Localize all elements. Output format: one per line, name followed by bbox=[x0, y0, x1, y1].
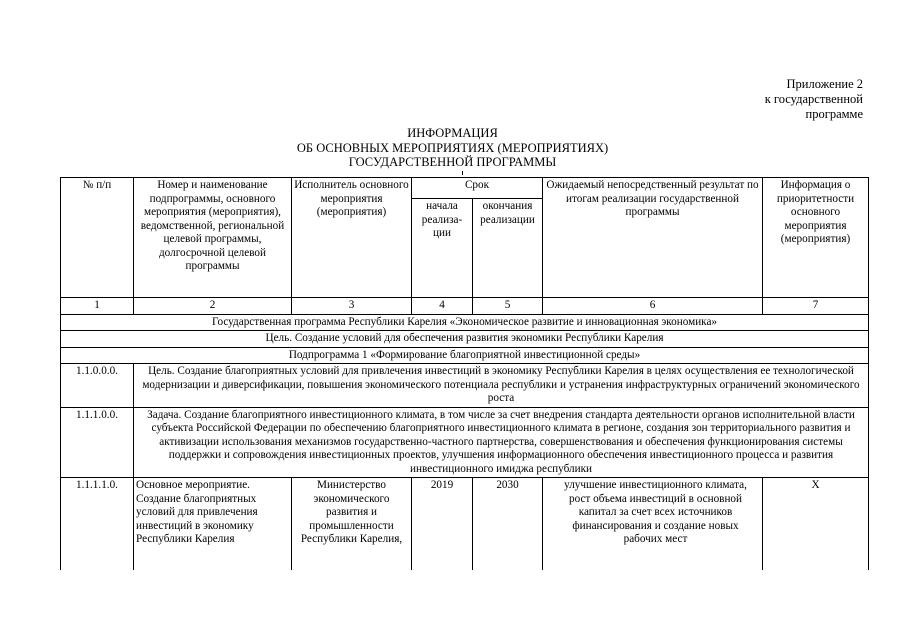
col-number: 7 bbox=[763, 298, 869, 315]
header-end: окончания реализации bbox=[473, 199, 543, 298]
activity-code: 1.1.1.1.0. bbox=[61, 478, 134, 570]
heading-line-2: ОБ ОСНОВНЫХ МЕРОПРИЯТИЯХ (МЕРОПРИЯТИЯХ) bbox=[296, 140, 609, 155]
activity-name: Основное мероприятие. Создание благоприятных условий для привлечения инвестиций в экономику Республики Карелия bbox=[134, 478, 292, 570]
header-executor: Исполнитель основного мероприятия (мероприятия) bbox=[292, 178, 412, 298]
appendix-line-3: программе bbox=[805, 107, 863, 121]
header-row-1 bbox=[61, 178, 869, 199]
header-priority: Информация о приоритетности основного мероприятия (мероприятия) bbox=[763, 178, 869, 298]
col-number: 1 bbox=[61, 298, 134, 315]
activity-row bbox=[61, 478, 869, 570]
goal-title: Цель. Создание условий для обеспечения развития экономики Республики Карелия bbox=[61, 331, 869, 348]
activity-executor: Министерство экономического развития и промышленности Республики Карелия, bbox=[292, 478, 412, 570]
col-number: 3 bbox=[292, 298, 412, 315]
heading-line-3: ГОСУДАРСТВЕННОЙ ПРОГРАММЫ bbox=[348, 155, 557, 169]
column-number-row bbox=[61, 298, 869, 315]
goal-code: 1.1.0.0.0. bbox=[61, 364, 134, 408]
task-row bbox=[61, 407, 869, 478]
col-number: 2 bbox=[134, 298, 292, 315]
document-heading bbox=[0, 126, 905, 170]
appendix-line-2: к государственной bbox=[764, 92, 863, 106]
goal-row bbox=[61, 331, 869, 348]
header-start: начала реализа-ции bbox=[412, 199, 473, 298]
task-text: Задача. Создание благоприятного инвестиционного климата, в том числе за счет внедрения стандарта деятельности органов исполнительной власти субъекта Российской Федерации по обеспечению благоприятного инвестиционного климата в регионе, создания зон территориального развития и активизации использования механизмов государственно-частного партнерства, совершенствования и обеспечения функционирования системы поддержки и сопровождения инвестиционных проектов, улучшения информационного обеспечения инвестиционного процесса и развития инвестиционного имиджа республики bbox=[134, 407, 869, 478]
program-row bbox=[61, 314, 869, 331]
activity-end: 2030 bbox=[473, 478, 543, 570]
appendix-note bbox=[765, 77, 863, 122]
col-number: 4 bbox=[412, 298, 473, 315]
stray-mark bbox=[462, 171, 463, 175]
activities-table bbox=[60, 177, 869, 570]
goal-detail-row bbox=[61, 364, 869, 408]
activity-priority: Х bbox=[763, 478, 869, 570]
header-name: Номер и наименование подпрограммы, основного мероприятия (мероприятия), ведомственной, региональной целевой программы, долгосрочной целевой программы bbox=[134, 178, 292, 298]
task-code: 1.1.1.0.0. bbox=[61, 407, 134, 478]
activity-result: улучшение инвестиционного климата, рост объема инвестиций в основной капитал за счет всех источников финансирования и создание новых рабочих мест bbox=[543, 478, 763, 570]
header-result: Ожидаемый непосредственный результат по итогам реализации государственной программы bbox=[543, 178, 763, 298]
header-term: Срок bbox=[412, 178, 543, 199]
subprogram-row bbox=[61, 347, 869, 364]
heading-line-1: ИНФОРМАЦИЯ bbox=[407, 126, 498, 140]
subprogram-title: Подпрограмма 1 «Формирование благоприятной инвестиционной среды» bbox=[61, 347, 869, 364]
goal-text: Цель. Создание благоприятных условий для привлечения инвестиций в экономику Республики Карелия в целях осуществления ее технологической модернизации и диверсификации, повышения экономического потенциала республики и устранения инфраструктурных ограничений экономического роста bbox=[134, 364, 869, 408]
col-number: 5 bbox=[473, 298, 543, 315]
header-num: № п/п bbox=[61, 178, 134, 298]
appendix-line-1: Приложение 2 bbox=[786, 77, 863, 91]
col-number: 6 bbox=[543, 298, 763, 315]
program-title: Государственная программа Республики Карелия «Экономическое развитие и инновационная экономика» bbox=[61, 314, 869, 331]
activity-start: 2019 bbox=[412, 478, 473, 570]
